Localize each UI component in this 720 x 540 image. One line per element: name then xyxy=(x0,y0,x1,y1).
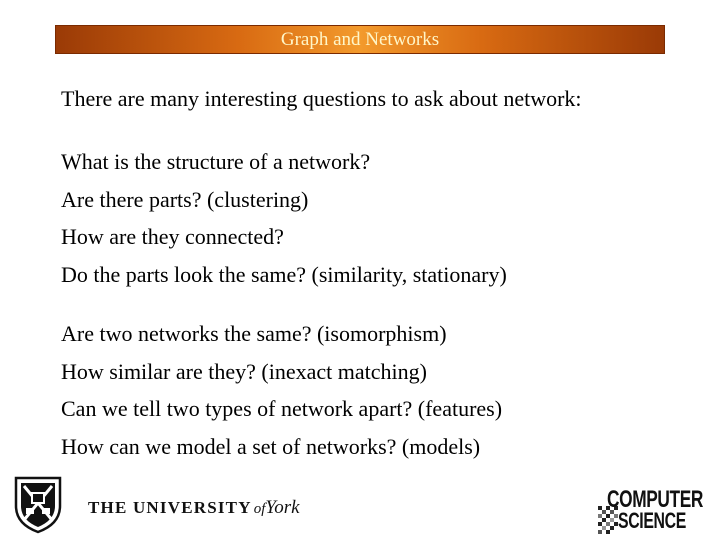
question-item: How similar are they? (inexact matching) xyxy=(61,358,427,384)
slide-title: Graph and Networks xyxy=(280,29,440,50)
university-name: York xyxy=(265,497,300,518)
university-prefix: THE UNIVERSITY xyxy=(88,498,252,517)
university-wordmark xyxy=(88,497,300,519)
question-item: What is the structure of a network? xyxy=(61,149,371,174)
intro-text: There are many interesting questions to ask about network: xyxy=(61,86,582,111)
question-item: Are two networks the same? (isomorphism) xyxy=(61,321,447,346)
question-list-comparison xyxy=(61,320,502,470)
university-of: of xyxy=(253,501,266,517)
dept-name-line1: COMPUTER xyxy=(607,486,704,513)
question-item: How are they connected? xyxy=(61,224,284,249)
question-item: Are there parts? (clustering) xyxy=(61,186,309,212)
question-item: Do the parts look the same? (similarity, stationary) xyxy=(61,261,507,287)
question-list-structure xyxy=(61,148,507,298)
dept-name-line2: SCIENCE xyxy=(618,508,686,533)
university-crest-icon xyxy=(14,476,62,534)
question-item: Can we tell two types of network apart? (features) xyxy=(61,396,503,421)
computer-science-logo xyxy=(598,484,704,536)
question-item: How can we model a set of networks? (models) xyxy=(61,433,481,459)
title-bar xyxy=(55,25,665,54)
